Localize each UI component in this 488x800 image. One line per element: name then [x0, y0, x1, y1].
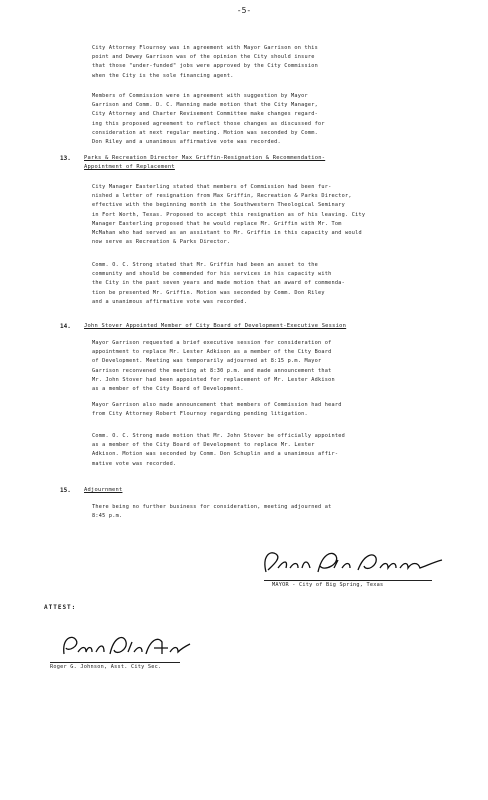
- paragraph-announcement: Mayor Garrison also made announcement that members of Commission had heard from City Attorney Robert Flournoy regarding pending litigation.: [92, 402, 342, 418]
- secretary-signature-line: [50, 662, 180, 663]
- paragraph-city-attorney: City Attorney Flournoy was in agreement with Mayor Garrison on this point and Dewey Garrison was of the opinion the City should insure that those "under-funded" jobs were approved by the City Commission when the City is the sole financing agent.: [92, 45, 319, 79]
- item-13-heading: Parks & Recreation Director Max Griffin-Resignation & Recommendation- Appointment of Replacement: [84, 155, 326, 171]
- paragraph-commission-motion: Members of Commission were in agreement with suggestion by Mayor Garrison and Comm. D. C. Manning made motion that the City Manager, City Attorney and Charter Revisement Committee make changes regard- ing this proposed agreement to reflect those changes as discussed for consideration at next regular meeting. Motion was seconded by Comm. Don Riley and a unanimous affirmative vote was recorded.: [92, 93, 325, 146]
- paragraph-appointment-motion: Comm. O. C. Strong made motion that Mr. John Stover be officially appointed as a member of the City Board of Development to replace Mr. Lester Adkison. Motion was seconded by Comm. Don Schuplin and a unanimous affir- mative vote was recorded.: [92, 433, 345, 467]
- paragraph-resignation: City Manager Easterling stated that members of Commission had been fur- nished a letter of resignation from Max Griffin, Recreation & Parks Director, effective with the beginning month in the Southwestern Theological Seminary in Fort Worth, Texas. Proposed to accept this resignation as of his leaving. City Manager Easterling proposed that he would replace Mr. Griffin with Mr. Tom McMahan who had served as an assistant to Mr. Griffin in this capacity and would now serve as Recreation & Parks Director.: [92, 184, 366, 246]
- item-13-number: 13.: [60, 155, 71, 162]
- attest-label: ATTEST:: [44, 604, 77, 611]
- item-15-number: 15.: [60, 487, 71, 494]
- item-14-heading: John Stover Appointed Member of City Board of Development-Executive Session: [84, 323, 347, 329]
- page-number: -5-: [236, 6, 252, 15]
- mayor-signature-line: [264, 580, 432, 581]
- paragraph-adjournment: There being no further business for consideration, meeting adjourned at 8:45 p.m.: [92, 504, 332, 520]
- paragraph-commendation: Comm. O. C. Strong stated that Mr. Griffin had been an asset to the community and should be commended for his services in his capacity with the City in the past seven years and made motion that an award of commenda- tion be presented Mr. Griffin. Motion was seconded by Comm. Don Riley and a unanimous affirmative vote was recorded.: [92, 262, 345, 305]
- mayor-caption: MAYOR - City of Big Spring, Texas: [272, 582, 384, 588]
- paragraph-executive-session: Mayor Garrison requested a brief executive session for consideration of appointment to replace Mr. Lester Adkison as a member of the City Board of Development. Meeting was temporarily adjourned at 8:15 p.m. Mayor Garrison reconvened the meeting at 8:30 p.m. and made announcement that Mr. John Stover had been appointed for replacement of Mr. Lester Adkison as a member of the City Board of Development.: [92, 340, 335, 393]
- secretary-signature: [58, 630, 192, 662]
- mayor-signature: [258, 546, 448, 580]
- item-14-number: 14.: [60, 323, 71, 330]
- secretary-caption: Roger G. Johnson, Asst. City Sec.: [50, 664, 162, 670]
- item-15-heading: Adjournment: [84, 487, 123, 493]
